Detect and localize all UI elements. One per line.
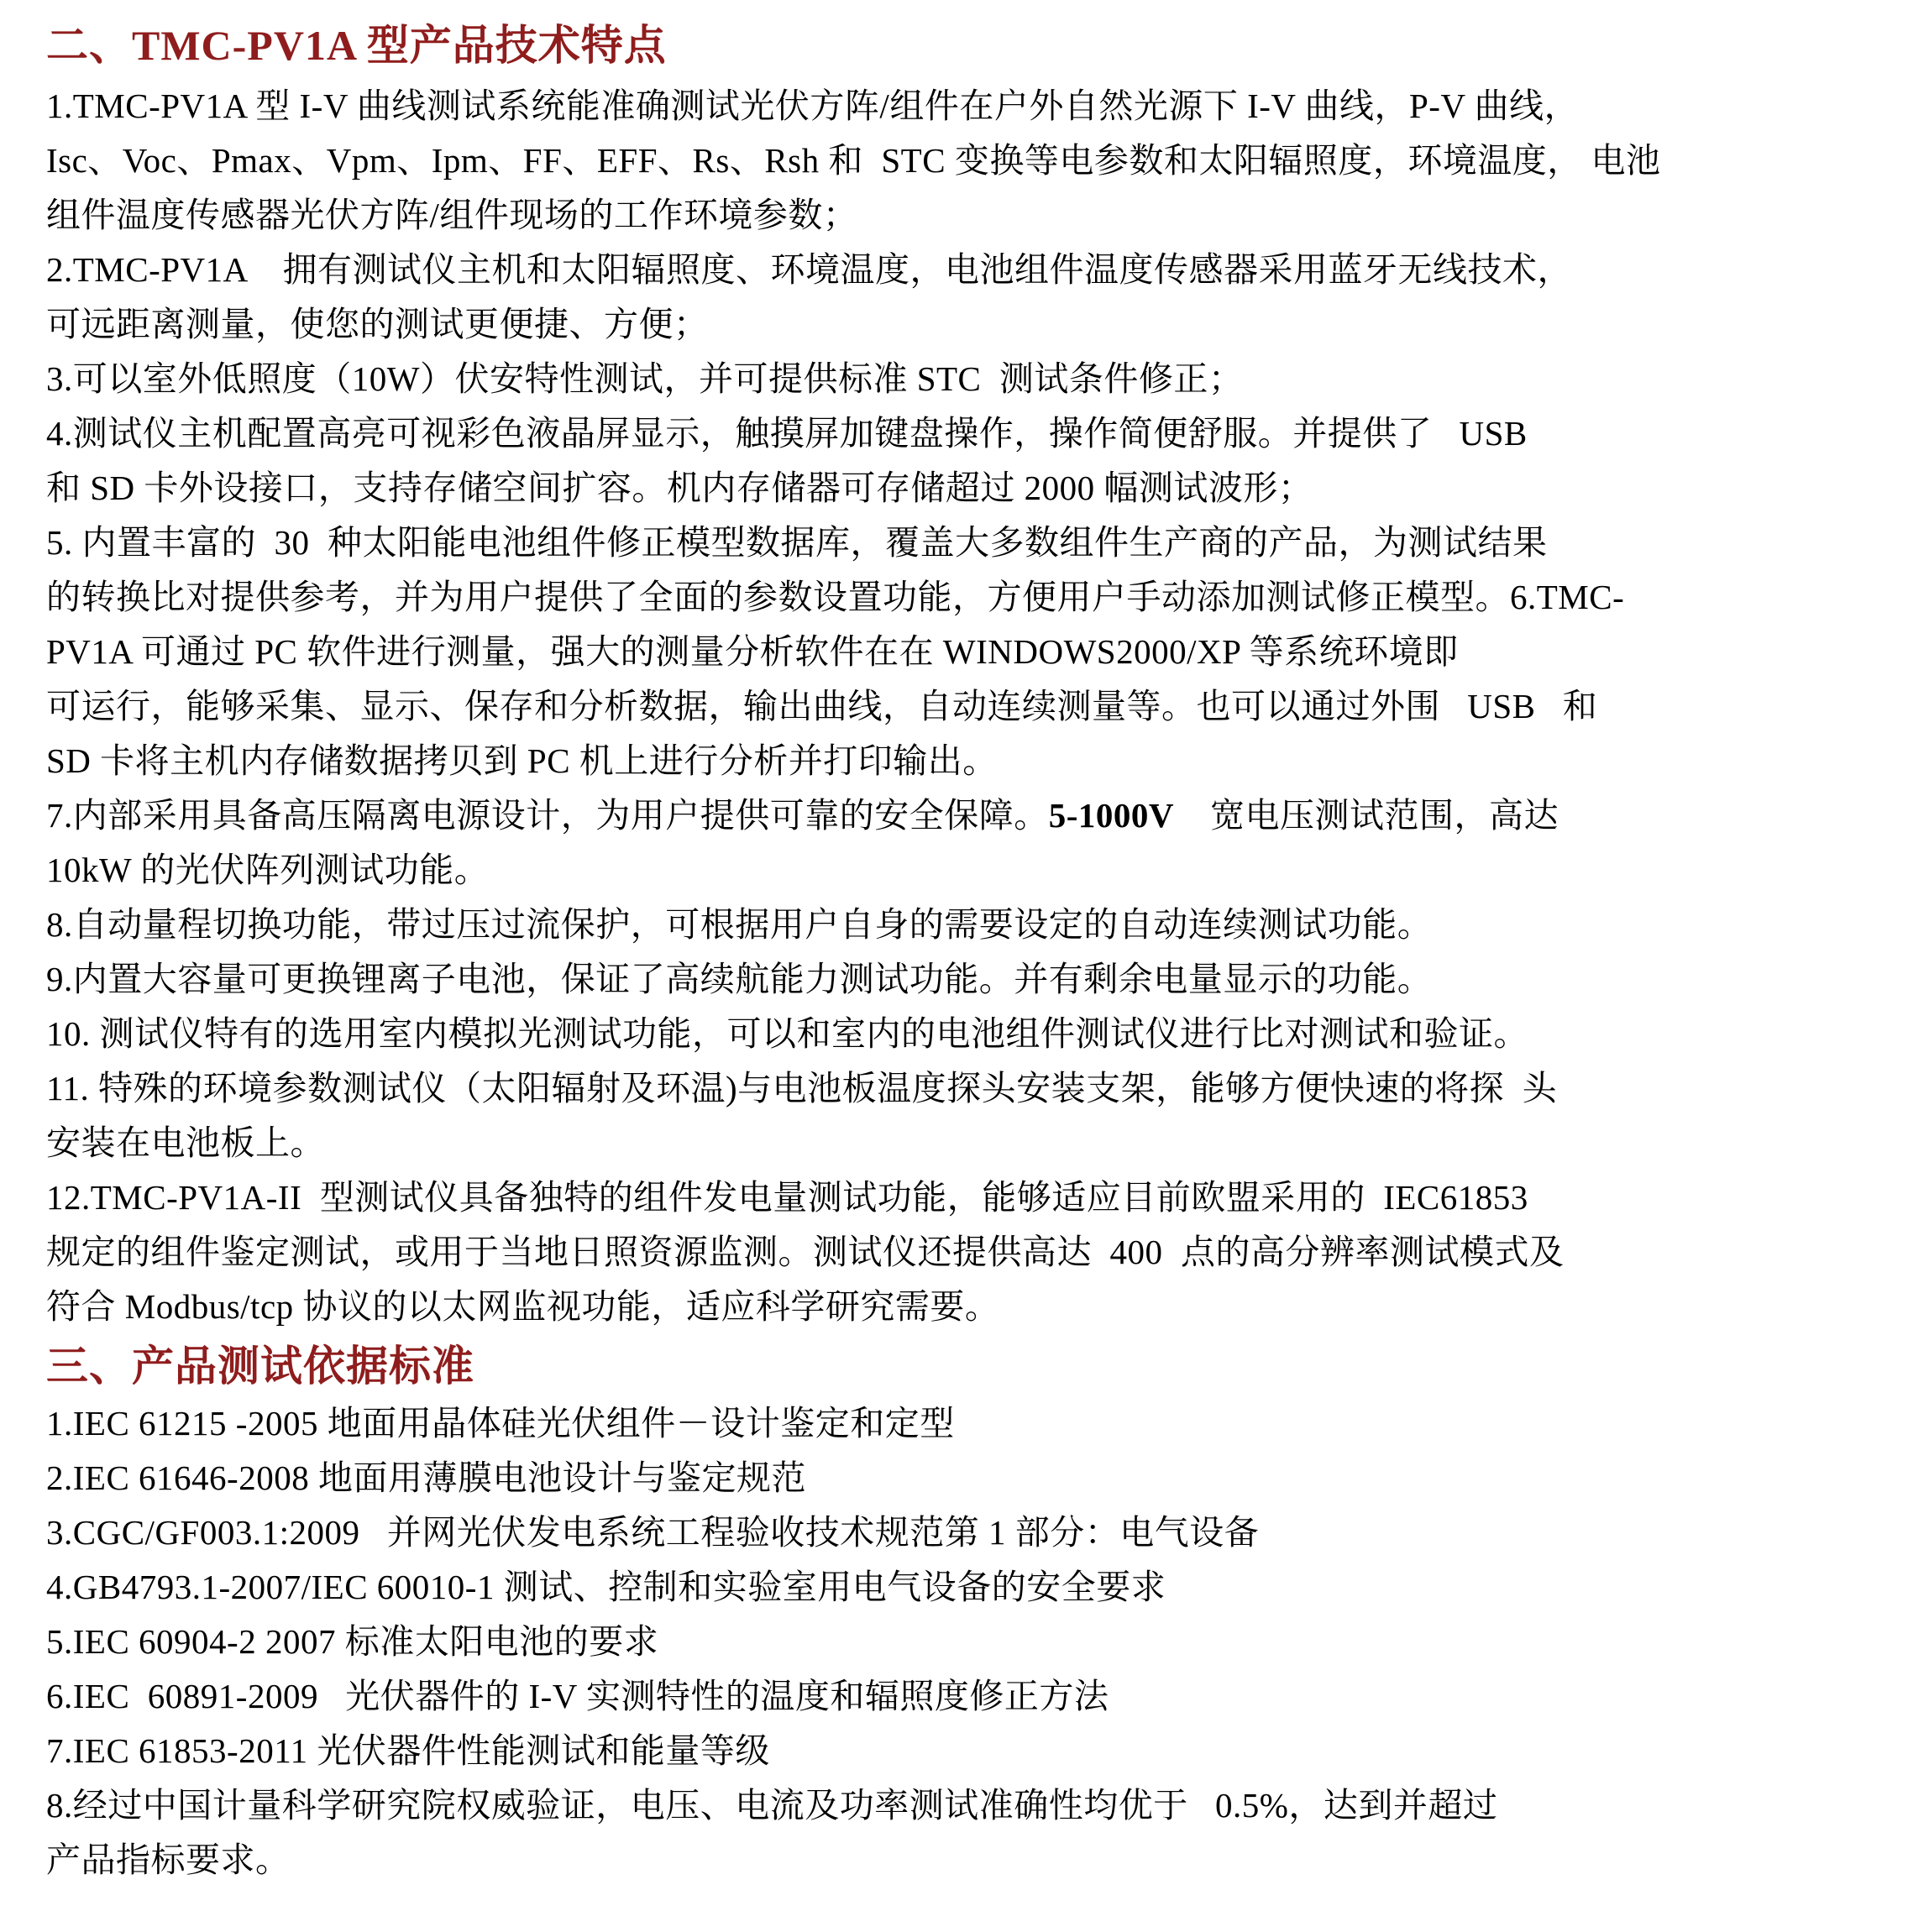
voltage-range-emphasis: 5-1000V	[1048, 796, 1175, 835]
feature-line: PV1A 可通过 PC 软件进行测量，强大的测量分析软件在在 WINDOWS2000/XP 等系统环境即	[46, 632, 1459, 671]
feature-line: 3.可以室外低照度（10W）伏安特性测试，并可提供标准 STC 测试条件修正；	[46, 359, 1244, 398]
standard-line: 5.IEC 60904-2 2007 标准太阳电池的要求	[46, 1622, 659, 1661]
standard-line: 6.IEC 60891-2009 光伏器件的 I-V 实测特性的温度和辐照度修正方法	[46, 1677, 1109, 1715]
feature-line: 11. 特殊的环境参数测试仪（太阳辐射及环温)与电池板温度探头安装支架，能够方便快速的将探 头	[46, 1069, 1558, 1107]
feature-line: 符合 Modbus/tcp 协议的以太网监视功能，适应科学研究需要。	[46, 1287, 1000, 1326]
feature-line: SD 卡将主机内存储数据拷贝到 PC 机上进行分析并打印输出。	[46, 741, 998, 780]
standard-line: 3.CGC/GF003.1:2009 并网光伏发电系统工程验收技术规范第 1 部分：电气设备	[46, 1513, 1260, 1552]
section-standards-heading: 三、产品测试依据标准	[46, 1343, 474, 1390]
feature-line: 4.测试仪主机配置高亮可视彩色液晶屏显示，触摸屏加键盘操作，操作简便舒服。并提供了 USB	[46, 414, 1528, 453]
standard-line: 8.经过中国计量科学研究院权威验证，电压、电流及功率测试准确性均优于 0.5%，达到并超过	[46, 1786, 1498, 1825]
feature-line: 可远距离测量，使您的测试更便捷、方便；	[46, 305, 709, 343]
feature-line: 组件温度传感器光伏方阵/组件现场的工作环境参数；	[46, 196, 858, 234]
feature-line: 9.内置大容量可更换锂离子电池，保证了高续航能力测试功能。并有剩余电量显示的功能。	[46, 960, 1433, 998]
feature-line: 8.自动量程切换功能，带过压过流保护，可根据用户自身的需要设定的自动连续测试功能。	[46, 905, 1433, 944]
standard-line: 7.IEC 61853-2011 光伏器件性能测试和能量等级	[46, 1731, 770, 1770]
feature-line: 安装在电池板上。	[46, 1123, 325, 1162]
feature-line: 12.TMC-PV1A-II 型测试仪具备独特的组件发电量测试功能，能够适应目前欧盟采用的 IEC61853	[46, 1178, 1528, 1217]
feature-line: 10. 测试仪特有的选用室内模拟光测试功能，可以和室内的电池组件测试仪进行比对测试和验证。	[46, 1014, 1528, 1053]
feature-line: 2.TMC-PV1A 拥有测试仪主机和太阳辐照度、环境温度，电池组件温度传感器采用蓝牙无线技术，	[46, 250, 1573, 289]
feature-line-text: 宽电压测试范围，高达	[1174, 796, 1559, 835]
feature-line-text: 7.内部采用具备高压隔离电源设计，为用户提供可靠的安全保障。	[46, 796, 1049, 835]
standard-line: 产品指标要求。	[46, 1840, 291, 1879]
standard-line: 2.IEC 61646-2008 地面用薄膜电池设计与鉴定规范	[46, 1458, 806, 1497]
feature-line: 5. 内置丰富的 30 种太阳能电池组件修正模型数据库，覆盖大多数组件生产商的产品，为测试结果	[46, 523, 1548, 562]
feature-line: 可运行，能够采集、显示、保存和分析数据，输出曲线，自动连续测量等。也可以通过外围 USB 和	[46, 687, 1598, 725]
section-features-heading: 二、TMC-PV1A 型产品技术特点	[46, 22, 667, 69]
feature-line	[46, 788, 1878, 843]
feature-line: 和 SD 卡外设接口，支持存储空间扩容。机内存储器可存储超过 2000 幅测试波形；	[46, 469, 1313, 507]
feature-line: Isc、Voc、Pmax、Vpm、Ipm、FF、EFF、Rs、Rsh 和 STC 变换等电参数和太阳辐照度，环境温度， 电池	[46, 141, 1661, 180]
standard-line: 1.IEC 61215 -2005 地面用晶体硅光伏组件－设计鉴定和定型	[46, 1404, 955, 1442]
standard-line: 4.GB4793.1-2007/IEC 60010-1 测试、控制和实验室用电气设备的安全要求	[46, 1568, 1166, 1606]
feature-line: 10kW 的光伏阵列测试功能。	[46, 851, 490, 889]
feature-line: 规定的组件鉴定测试，或用于当地日照资源监测。测试仪还提供高达 400 点的高分辨率测试模式及	[46, 1233, 1565, 1271]
feature-line: 的转换比对提供参考，并为用户提供了全面的参数设置功能，方便用户手动添加测试修正模型。6.TMC-	[46, 578, 1625, 616]
feature-line: 1.TMC-PV1A 型 I-V 曲线测试系统能准确测试光伏方阵/组件在户外自然光源下 I-V 曲线，P-V 曲线，	[46, 86, 1580, 125]
